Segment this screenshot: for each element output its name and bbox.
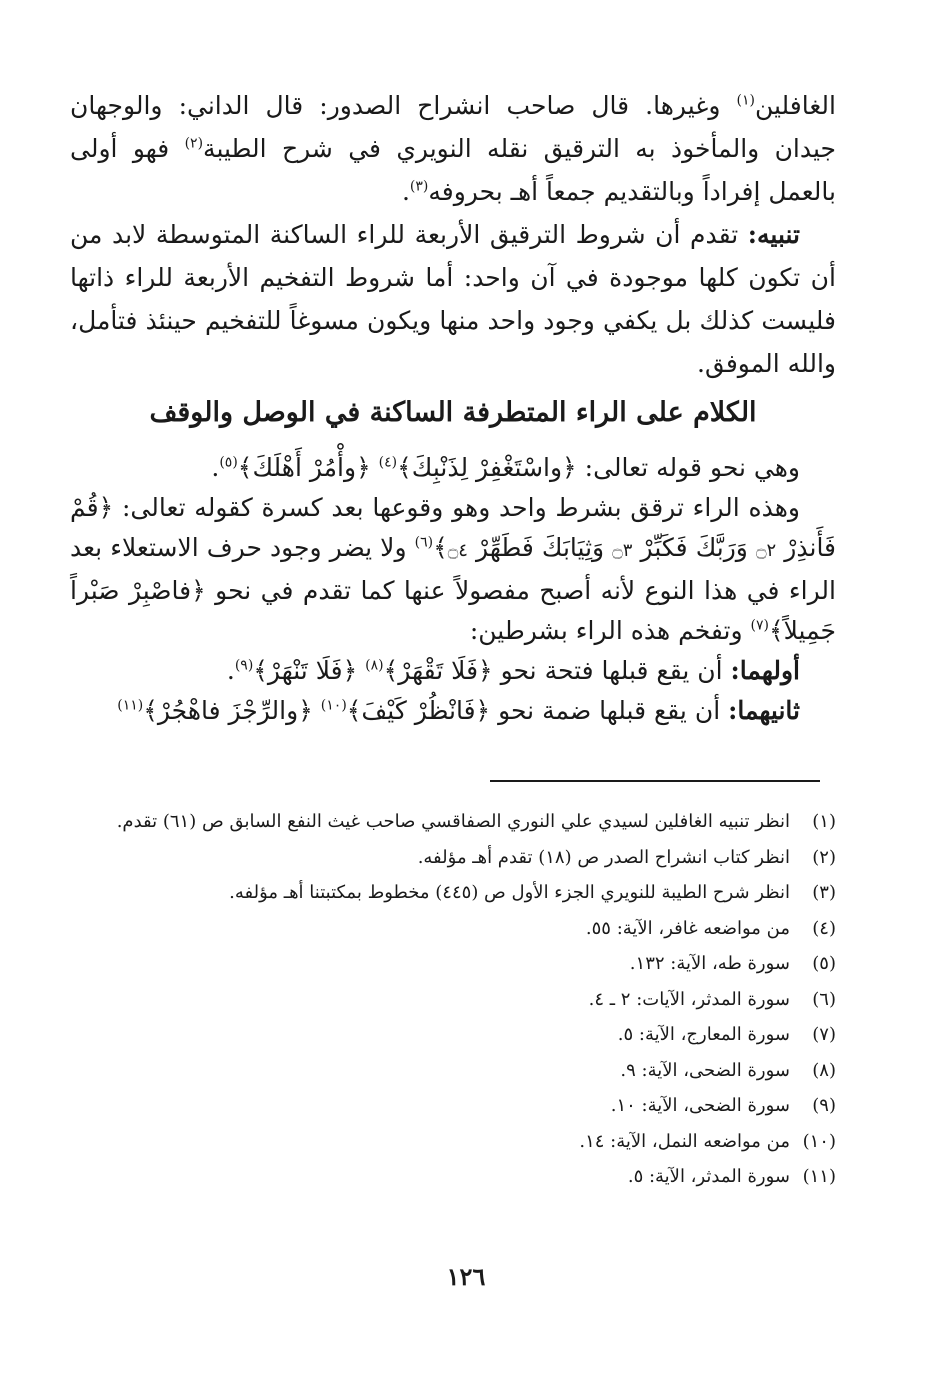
footnote-text: انظر شرح الطيبة للنويري الجزء الأول ص (٤٤٥) مخطوط بمكتبتنا أهـ مؤلفه. [229,882,790,904]
footnote-ref[interactable]: (٤) [378,454,398,471]
condition-label: ثانيهما: [728,696,800,725]
text-run: ﴿وأْمُرْ أَهْلَكَ﴾ [237,453,379,482]
text-run: فهو أولى بالعمل إفراداً وبالتقديم جمعاً أهـ بحروفه [70,134,836,206]
text-run: . [211,453,220,482]
footnote-item [70,1159,836,1195]
paragraph-examples [70,448,836,488]
footnote-text: سورة المدثر، الآية: ٥. [627,1166,790,1188]
footnote-text: من مواضعه غافر، الآية: ٥٥. [585,917,790,939]
main-text-top [70,84,836,385]
text-run: الغافلين [754,91,836,120]
footnote-item [70,804,836,840]
text-run: وهي نحو قوله تعالى: ﴿واسْتَغْفِرْ لِذَنْبِكَ﴾ [397,453,800,482]
footnote-number: (١١) [802,1166,836,1188]
footnote-text: سورة المدثر، الآيات: ٢ ـ ٤. [588,988,790,1010]
footnote-item [70,1053,836,1089]
footnote-text: سورة الضحى، الآية: ٩. [620,1059,790,1081]
footnote-ref[interactable]: (٨) [365,657,384,674]
footnote-text: سورة الضحى، الآية: ١٠. [610,1095,790,1117]
footnote-ref[interactable]: (١١) [117,697,144,714]
text-run: . [401,177,410,206]
footnote-item [70,946,836,982]
footnote-number: (٩) [812,1095,836,1117]
footnote-item [70,1088,836,1124]
footnote-item [70,875,836,911]
ayah-number-mark: ۝٣ [612,540,633,561]
text-run: وغيرها. قال صاحب انشراح الصدور: قال الداني: والوجهان جيدان والمأخوذ به الترقيق نقله النويري في شرح الطيبة [70,91,836,163]
footnote-ref[interactable]: (٦) [414,534,434,551]
paragraph-rule [70,488,836,651]
ayah-number-mark: ۝٢ [755,540,777,561]
text-run: وتفخم هذه الراء بشرطين: [469,616,751,645]
footnote-item [70,1017,836,1053]
text-run: ﴿فَلَا تَنْهَرْ﴾ [253,656,366,685]
ayah-number-mark: ۝٤ [447,540,468,561]
note-text: تقدم أن شروط الترقيق الأربعة للراء الساكنة المتوسطة لابد من أن تكون كلها موجودة في آن واحد: أما شروط التفخيم الأربعة للراء ذاتها فليست كذلك بل يكفي وجود واحد منها ويكون مسوغاً للتفخيم حينئذ فتأمل، والله الموفق. [70,220,836,378]
footnote-number: (٨) [812,1059,836,1081]
footnote-text: من مواضعه النمل، الآية: ١٤. [579,1130,790,1152]
text-run: ولا يضر وجود حرف الاستعلاء بعد الراء في هذا النوع لأنه أصبح مفصولاً عنها كما تقدم في نحو ﴿فاصْبِرْ صَبْراً جَمِيلاً﴾ [70,533,836,645]
text-run: أن يقع قبلها فتحة نحو ﴿فَلَا تَقْهَرْ﴾ [383,656,731,685]
condition-label: أولهما: [730,656,800,685]
text-run: وهذه الراء ترقق بشرط واحد وهو وقوعها بعد كسرة كقوله تعالى: ﴿قُمْ فَأَنذِرْ [70,493,837,562]
footnote-text: سورة طه، الآية: ١٣٢. [629,953,790,975]
text-run: ﴾ [433,533,448,562]
footnote-item [70,982,836,1018]
text-run: . [226,656,235,685]
footnote-ref[interactable]: (٩) [234,657,254,674]
footnote-item [70,911,836,947]
main-text-bottom [70,448,836,731]
footnote-ref[interactable]: (٢) [184,135,204,152]
note-label: تنبيه: [747,220,800,249]
footnote-ref[interactable]: (٣) [409,178,429,195]
footnote-number: (٤) [812,917,836,939]
condition-2 [70,691,836,731]
text-run: وَرَبَّكَ فَكَبِّرْ [632,533,756,562]
footnote-ref[interactable]: (٧) [750,617,769,634]
footnote-ref[interactable]: (١) [736,92,755,109]
footnote-text: سورة المعارج، الآية: ٥. [617,1024,790,1046]
footnote-item [70,840,836,876]
text-run: وَثِيَابَكَ فَطَهِّرْ [467,533,613,562]
footnote-number: (٣) [812,882,836,904]
footnote-item [70,1124,836,1160]
footnote-number: (٢) [812,846,836,868]
footnote-number: (٧) [812,1024,836,1046]
footnote-number: (١) [812,811,836,833]
footnote-ref[interactable]: (١٠) [320,697,347,714]
footnote-ref[interactable]: (٥) [219,454,238,471]
footnote-number: (٥) [812,953,836,975]
footnotes-list [70,804,836,1195]
condition-1 [70,651,836,691]
footnote-text: انظر كتاب انشراح الصدر ص (١٨) تقدم أهـ مؤلفه. [417,846,790,868]
footnote-separator [490,780,820,782]
footnote-number: (٦) [812,988,836,1010]
text-run: ﴿والرِّجْزَ فاهْجُرْ﴾ [143,696,321,725]
section-heading: الكلام على الراء المتطرفة الساكنة في الوصل والوقف [149,397,757,428]
footnote-text: انظر تنبيه الغافلين لسيدي علي النوري الصفاقسي صاحب غيث النفع السابق ص (٦١) تقدم. [116,811,790,833]
page-number: ١٢٦ [446,1262,486,1291]
note-paragraph [70,213,836,385]
paragraph-1 [70,84,836,213]
text-run: أن يقع قبلها ضمة نحو ﴿فَانْظُرْ كَيْفَ﴾ [346,696,729,725]
footnote-number: (١٠) [802,1130,836,1152]
